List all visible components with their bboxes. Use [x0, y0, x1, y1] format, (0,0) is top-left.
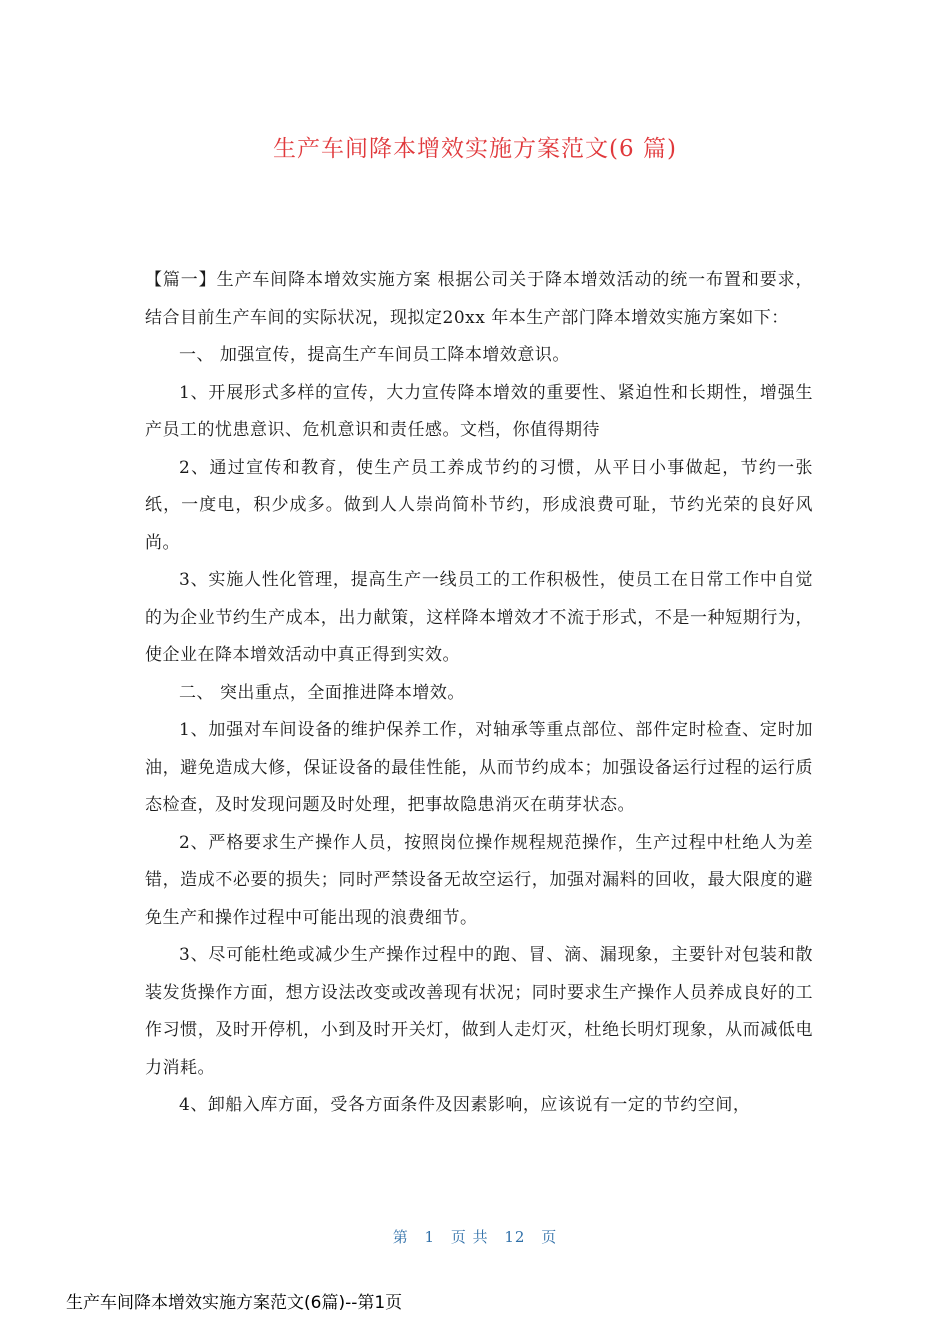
- paragraph-2-2: 2、严格要求生产操作人员，按照岗位操作规程规范操作，生产过程中杜绝人为差错，造成不必要的损失；同时严禁设备无故空运行，加强对漏料的回收，最大限度的避免生产和操作过程中可能出现的浪费细节。: [145, 832, 813, 928]
- document-title: 生产车间降本增效实施方案范文(6 篇): [273, 136, 677, 162]
- paragraph-1-1: 1、开展形式多样的宣传，大力宣传降本增效的重要性、紧迫性和长期性，增强生产员工的忧患意识、危机意识和责任感。文档，你值得期待: [145, 382, 813, 440]
- total-pages-number: 12: [504, 1228, 526, 1246]
- current-page-number: 1: [424, 1228, 436, 1246]
- document-body: [145, 262, 813, 1125]
- paragraph-1-3: 3、实施人性化管理，提高生产一线员工的工作积极性，使员工在日常工作中自觉的为企业节约生产成本，出力献策，这样降本增效才不流于形式，不是一种短期行为，使企业在降本增效活动中真正得到实效。: [145, 570, 813, 665]
- paragraph-2-4: 4、卸船入库方面，受各方面条件及因素影响，应该说有一定的节约空间，: [179, 1095, 751, 1115]
- footer-prefix: 第: [392, 1228, 409, 1246]
- footer-middle: 页 共: [450, 1228, 489, 1246]
- section-heading-1: 一、 加强宣传，提高生产车间员工降本增效意识。: [179, 345, 570, 365]
- footer-suffix: 页: [541, 1228, 558, 1246]
- paragraph-2-1: 1、加强对车间设备的维护保养工作，对轴承等重点部位、部件定时检查、定时加油，避免造成大修，保证设备的最佳性能，从而节约成本；加强设备运行过程的运行质态检查，及时发现问题及时处理，把事故隐患消灭在萌芽状态。: [145, 720, 813, 815]
- page-number-footer: [0, 1226, 950, 1247]
- paragraph-2-3: 3、尽可能杜绝或减少生产操作过程中的跑、冒、滴、漏现象，主要针对包装和散装发货操作方面，想方设法改变或改善现有状况；同时要求生产操作人员养成良好的工作习惯，及时开停机，小到及时开关灯，做到人走灯灭，杜绝长明灯现象，从而减低电力消耗。: [145, 945, 813, 1078]
- bottom-caption: 生产车间降本增效实施方案范文(6篇)--第1页: [66, 1293, 403, 1313]
- paragraph-intro: 【篇一】生产车间降本增效实施方案 根据公司关于降本增效活动的统一布置和要求，结合目前生产车间的实际状况，现拟定20xx 年本生产部门降本增效实施方案如下：: [145, 270, 813, 328]
- paragraph-1-2: 2、通过宣传和教育，使生产员工养成节约的习惯，从平日小事做起，节约一张纸，一度电，积少成多。做到人人崇尚简朴节约，形成浪费可耻，节约光荣的良好风尚。: [145, 457, 813, 553]
- section-heading-2: 二、 突出重点，全面推进降本增效。: [179, 682, 465, 703]
